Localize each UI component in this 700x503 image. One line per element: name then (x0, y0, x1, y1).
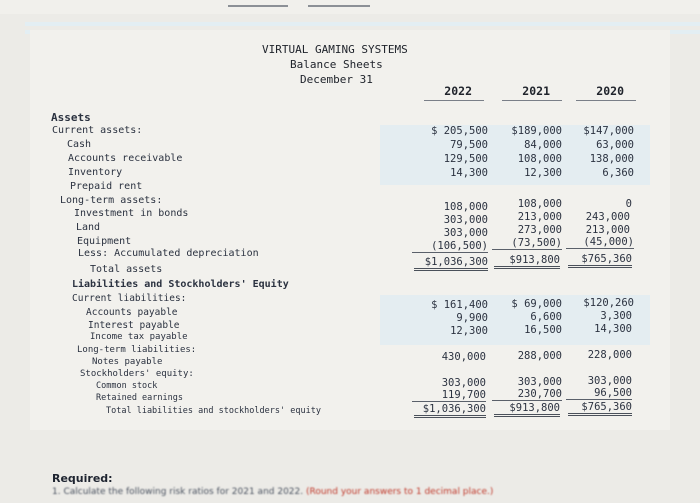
row-label: Interest payable (88, 320, 180, 331)
company-name: VIRTUAL GAMING SYSTEMS (262, 43, 408, 56)
value-cell: 108,000 (517, 198, 562, 210)
value-cell: 16,500 (524, 324, 562, 336)
value-cell: 213,000 (585, 224, 630, 236)
total-liabilities-equity-value: $1,036,300 (414, 403, 486, 418)
year-header-2020: 2020 (596, 84, 624, 98)
value-cell: 12,300 (450, 325, 488, 337)
tab-indicator (228, 5, 288, 7)
value-cell: 119,700 (412, 389, 486, 402)
value-cell: 14,300 (450, 167, 488, 179)
liabilities-equity-heading: Liabilities and Stockholders' Equity (72, 279, 289, 290)
value-cell: 288,000 (517, 350, 562, 362)
total-assets-value: $765,360 (568, 253, 632, 268)
total-assets-value: $1,036,300 (414, 256, 488, 271)
value-cell: 228,000 (587, 349, 632, 361)
value-cell: 108,000 (517, 153, 562, 165)
top-tab-bar (0, 0, 700, 14)
value-cell: 9,900 (456, 312, 488, 324)
row-label: Inventory (68, 167, 123, 178)
row-label: Common stock (96, 381, 158, 391)
value-cell: 3,300 (600, 310, 632, 322)
value-cell: 303,000 (443, 214, 488, 226)
value-cell: 303,000 (587, 375, 632, 387)
value-cell: 6,360 (602, 167, 634, 179)
value-cell: $120,260 (583, 297, 634, 309)
value-cell: 84,000 (524, 139, 562, 151)
year-underline (424, 100, 484, 101)
header-stripe (25, 22, 700, 26)
row-label: Cash (67, 139, 92, 150)
value-cell: 273,000 (517, 224, 562, 236)
total-liabilities-equity-value: $765,360 (568, 401, 632, 416)
value-cell: 303,000 (441, 377, 486, 389)
value-cell: 303,000 (517, 376, 562, 388)
value-cell: 430,000 (441, 351, 486, 363)
row-label: Investment in bonds (74, 208, 189, 219)
required-instruction-text: 1. Calculate the following risk ratios for 2021 and 2022. (52, 487, 306, 497)
value-cell: 12,300 (524, 167, 562, 179)
value-cell: 213,000 (517, 211, 562, 223)
value-cell: 6,600 (530, 311, 562, 323)
total-assets-label: Total assets (90, 264, 163, 275)
value-cell: 14,300 (594, 323, 632, 335)
current-assets-heading: Current assets: (52, 125, 143, 136)
value-cell: (73,500) (492, 237, 562, 250)
tab-indicator (308, 5, 370, 7)
row-label: Equipment (77, 236, 132, 247)
row-label: Prepaid rent (70, 181, 143, 192)
value-cell: 230,700 (492, 388, 562, 401)
value-cell: 63,000 (596, 139, 634, 151)
current-liabilities-heading: Current liabilities: (72, 293, 187, 304)
year-underline (576, 100, 636, 101)
value-cell: 303,000 (443, 227, 488, 239)
row-label: Income tax payable (90, 332, 188, 342)
long-term-assets-heading: Long-term assets: (60, 195, 163, 206)
statement-title: Balance Sheets (290, 58, 383, 71)
total-assets-value: $913,800 (494, 254, 560, 269)
value-cell: $189,000 (511, 125, 562, 137)
total-liabilities-equity-label: Total liabilities and stockholders' equity (106, 406, 321, 416)
value-cell: (106,500) (412, 240, 488, 253)
value-cell: 129,500 (443, 153, 488, 165)
value-cell: $ 161,400 (431, 299, 488, 311)
value-cell: (45,000) (566, 236, 634, 249)
total-liabilities-equity-value: $913,800 (494, 402, 560, 417)
row-label: Accounts receivable (68, 153, 183, 164)
value-cell: 138,000 (589, 153, 634, 165)
year-header-2022: 2022 (444, 84, 472, 98)
value-cell: $147,000 (583, 125, 634, 137)
row-label: Notes payable (92, 357, 163, 367)
stockholders-equity-heading: Stockholders' equity: (80, 369, 194, 379)
value-cell: 96,500 (566, 387, 632, 400)
row-label: Land (76, 222, 101, 233)
long-term-liabilities-heading: Long-term liabilities: (77, 345, 197, 355)
value-cell: $ 205,500 (431, 125, 488, 137)
statement-date: December 31 (300, 73, 373, 86)
required-heading: Required: (52, 472, 113, 485)
year-header-2021: 2021 (522, 84, 550, 98)
row-label: Less: Accumulated depreciation (78, 248, 259, 259)
year-underline (502, 100, 562, 101)
value-cell: $ 69,000 (511, 298, 562, 310)
value-cell: 108,000 (443, 201, 488, 213)
row-label: Retained earnings (96, 393, 183, 403)
assets-heading: Assets (51, 111, 91, 124)
required-instruction (52, 487, 493, 497)
required-instruction-note: (Round your answers to 1 decimal place.) (305, 487, 494, 497)
row-label: Accounts payable (86, 307, 178, 318)
value-cell: 243,000 (585, 211, 630, 223)
value-cell: 79,500 (450, 139, 488, 151)
value-cell: 0 (625, 198, 632, 210)
